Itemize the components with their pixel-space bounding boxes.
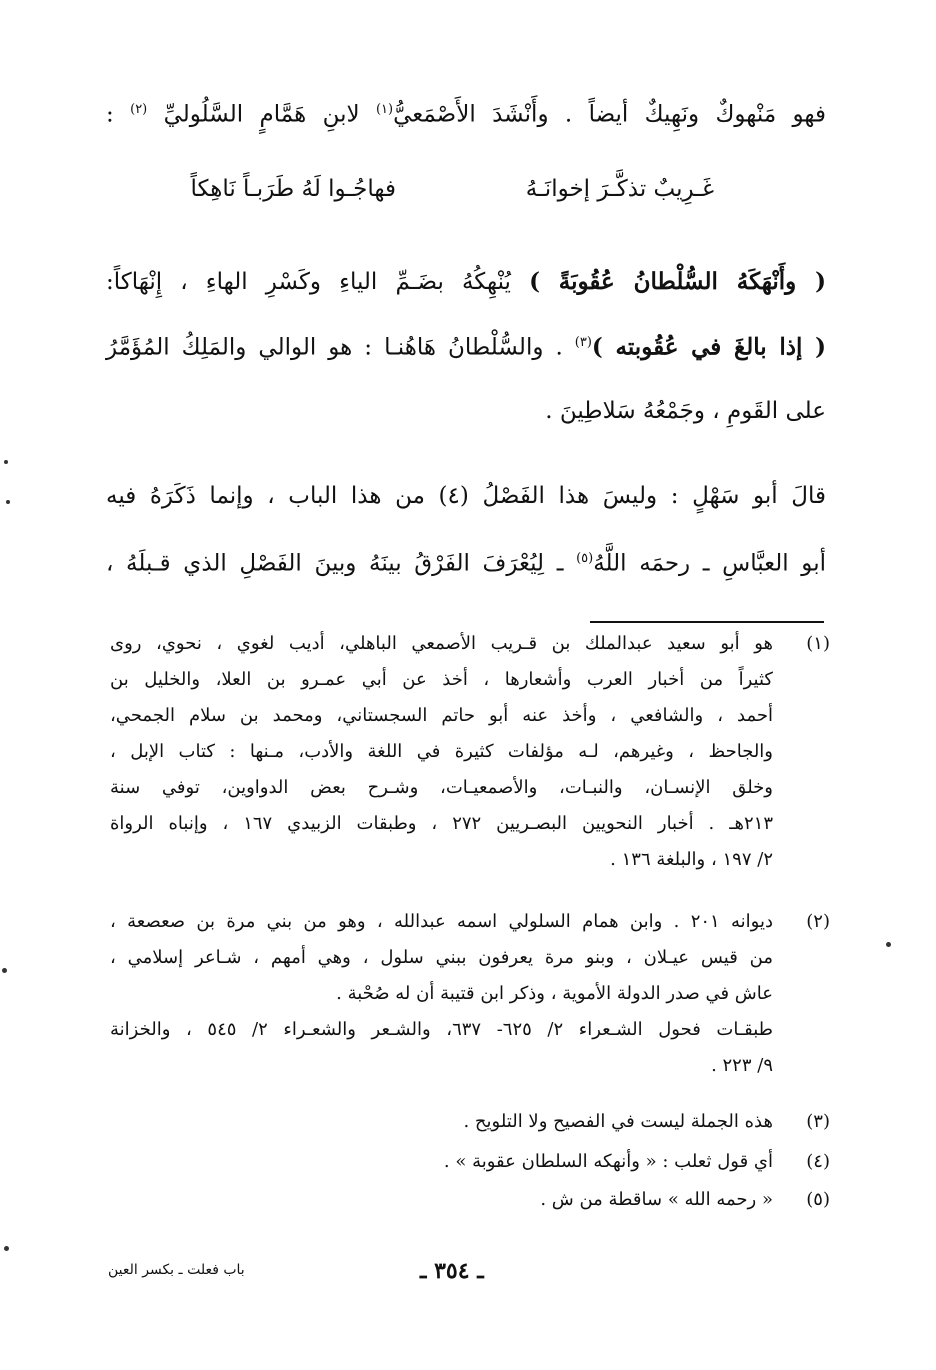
lemma-heading: ( وأَنْهَكَهُ السُّلْطانُ عُقُوبَةً ) xyxy=(529,268,826,295)
footnote-line: كثيراً من أخبار العرب وأشعارها ، أخذ عن أبي عمـرو بن العلا، والخليل بن xyxy=(110,669,773,690)
footnote-line: « رحمه الله » ساقطة من ش . xyxy=(540,1189,773,1210)
main-line-2 xyxy=(106,264,826,300)
footnote-line: ديوانه ٢٠١ . وابن همام السلولي اسمه عبدالله ، وهو من بني مرة بن صعصعة ، xyxy=(110,911,773,932)
footnote-ref-2[interactable]: (٢) xyxy=(130,102,148,117)
line1-text-c: : xyxy=(106,101,131,128)
footnote-line: طبقـات فحول الشـعراء ٢/ ٦٢٥- ٦٣٧، والشـعر والشعـراء ٢/ ٥٤٥ ، والخزانة xyxy=(110,1019,773,1040)
footnote-line: أحمد ، والشافعي ، وأخذ عنه أبو حاتم السجستاني، ومحمد بن سلام الجمحي، xyxy=(110,705,773,726)
footnote-separator xyxy=(590,621,824,623)
footnote-line: هو أبو سعيد عبدالملك بن قـريب الأصمعي الباهلي، أديب لغوي ، نحوي، روى xyxy=(110,633,773,654)
footnote-number: (٤) xyxy=(806,1151,830,1172)
footnote-line: ٢١٣هـ . أخبار النحويين البصـريين ٢٧٢ ، وطبقات الزبيدي ١٦٧ ، وإنباه الرواة xyxy=(110,813,773,834)
footnote-number: (٣) xyxy=(806,1111,830,1132)
main-line-5: قالَ أبو سَهْلٍ : وليسَ هذا الفَصْلُ (٤) من هذا الباب ، وإنما ذَكَرَهُ فيه xyxy=(106,483,826,509)
running-title: باب فعلت ـ بكسر العين xyxy=(108,1262,245,1278)
footnote-5 xyxy=(110,1182,830,1218)
main-line-1 xyxy=(106,92,826,133)
scan-speck xyxy=(4,1246,9,1251)
scan-speck xyxy=(886,942,891,947)
line1-text-a: فهو مَنْهوكٌ ونَهِيكٌ أيضاً . وأَنْشَدَ الأَصْمَعيُّ xyxy=(393,101,826,128)
footnote-ref-1[interactable]: (١) xyxy=(375,102,394,117)
line6-text-b: ـ لِيُعْرَفَ الفَرْقُ بينَهُ وبينَ الفَصْلِ الذي قـبلَهُ ، xyxy=(106,550,577,577)
footnote-line: ٢/ ١٩٧ ، والبلغة ١٣٦ . xyxy=(610,849,773,870)
footnote-number: (٥) xyxy=(806,1189,830,1210)
footnote-line: والجاحظ ، وغيرهم، لـه مؤلفات كثيرة في اللغة والأدب، مـنها : كتاب الإبل ، xyxy=(110,741,773,762)
verse-hemistich-1: غَـرِيبٌ تذكَّـرَ إخوانَـهُ xyxy=(525,176,714,202)
footnote-number: (١) xyxy=(806,633,830,654)
footnote-2 xyxy=(110,904,830,1084)
footnote-number: (٢) xyxy=(806,911,830,932)
gloss-heading: ( إذا بالغَ في عُقُوبته ) xyxy=(591,333,826,361)
main-line-4: على القَومِ ، وجَمْعُهُ سَلاطِينَ . xyxy=(545,398,826,424)
line6-text-a: أبو العبَّاسِ ـ رحمَه اللَّهُ xyxy=(593,550,826,577)
main-line-3 xyxy=(106,325,826,366)
footnote-ref-5[interactable]: (٥) xyxy=(576,551,594,566)
scan-speck xyxy=(2,968,7,973)
line3-text: . والسُّلْطانُ هَاهُنـا : هو الوالي والمَلِكُ المُؤَمَّرُ xyxy=(106,334,575,361)
line1-text-b: لابنِ هَمَّامٍ السَّلُوليِّ xyxy=(147,101,376,128)
footnote-line: وخلق الإنسـان، والنبـات، والأصمعيـات، وشـرح بعض الدواوين، توفي سنة xyxy=(110,777,773,798)
verse-hemistich-2: فهاجُـوا لَهُ طَرَبـاً نَاهِكاً xyxy=(190,176,396,202)
footnote-line: أي قول ثعلب : « وأنهكه السلطان عقوبة » . xyxy=(443,1151,773,1172)
footnote-1 xyxy=(110,626,830,878)
footnote-4 xyxy=(110,1144,830,1180)
footnote-line: هذه الجملة ليست في الفصيح ولا التلويح . xyxy=(463,1111,773,1132)
footnote-3 xyxy=(110,1104,830,1140)
page-number: ـ ٣٥٤ ـ xyxy=(420,1258,484,1284)
footnote-line: من قيس عيـلان ، وبنو مرة يعرفون ببني سلول ، وهي أمهم ، شـاعر إسلامي ، xyxy=(110,947,773,968)
footnote-line: عاش في صدر الدولة الأموية ، وذكر ابن قتيبة أن له صُحْبة . xyxy=(336,983,773,1004)
page-footer xyxy=(0,1258,936,1288)
scan-speck xyxy=(6,500,10,504)
footnote-ref-3[interactable]: (٣) xyxy=(574,335,592,350)
main-line-6 xyxy=(106,541,826,582)
line2-text: يُنْهِكُهُ بضَـمِّ الياءِ وكَسْرِ الهاءِ ، إِنْهَاكاً: xyxy=(106,269,530,295)
scan-speck xyxy=(4,460,8,464)
footnote-line: ٩/ ٢٢٣ . xyxy=(711,1055,773,1076)
